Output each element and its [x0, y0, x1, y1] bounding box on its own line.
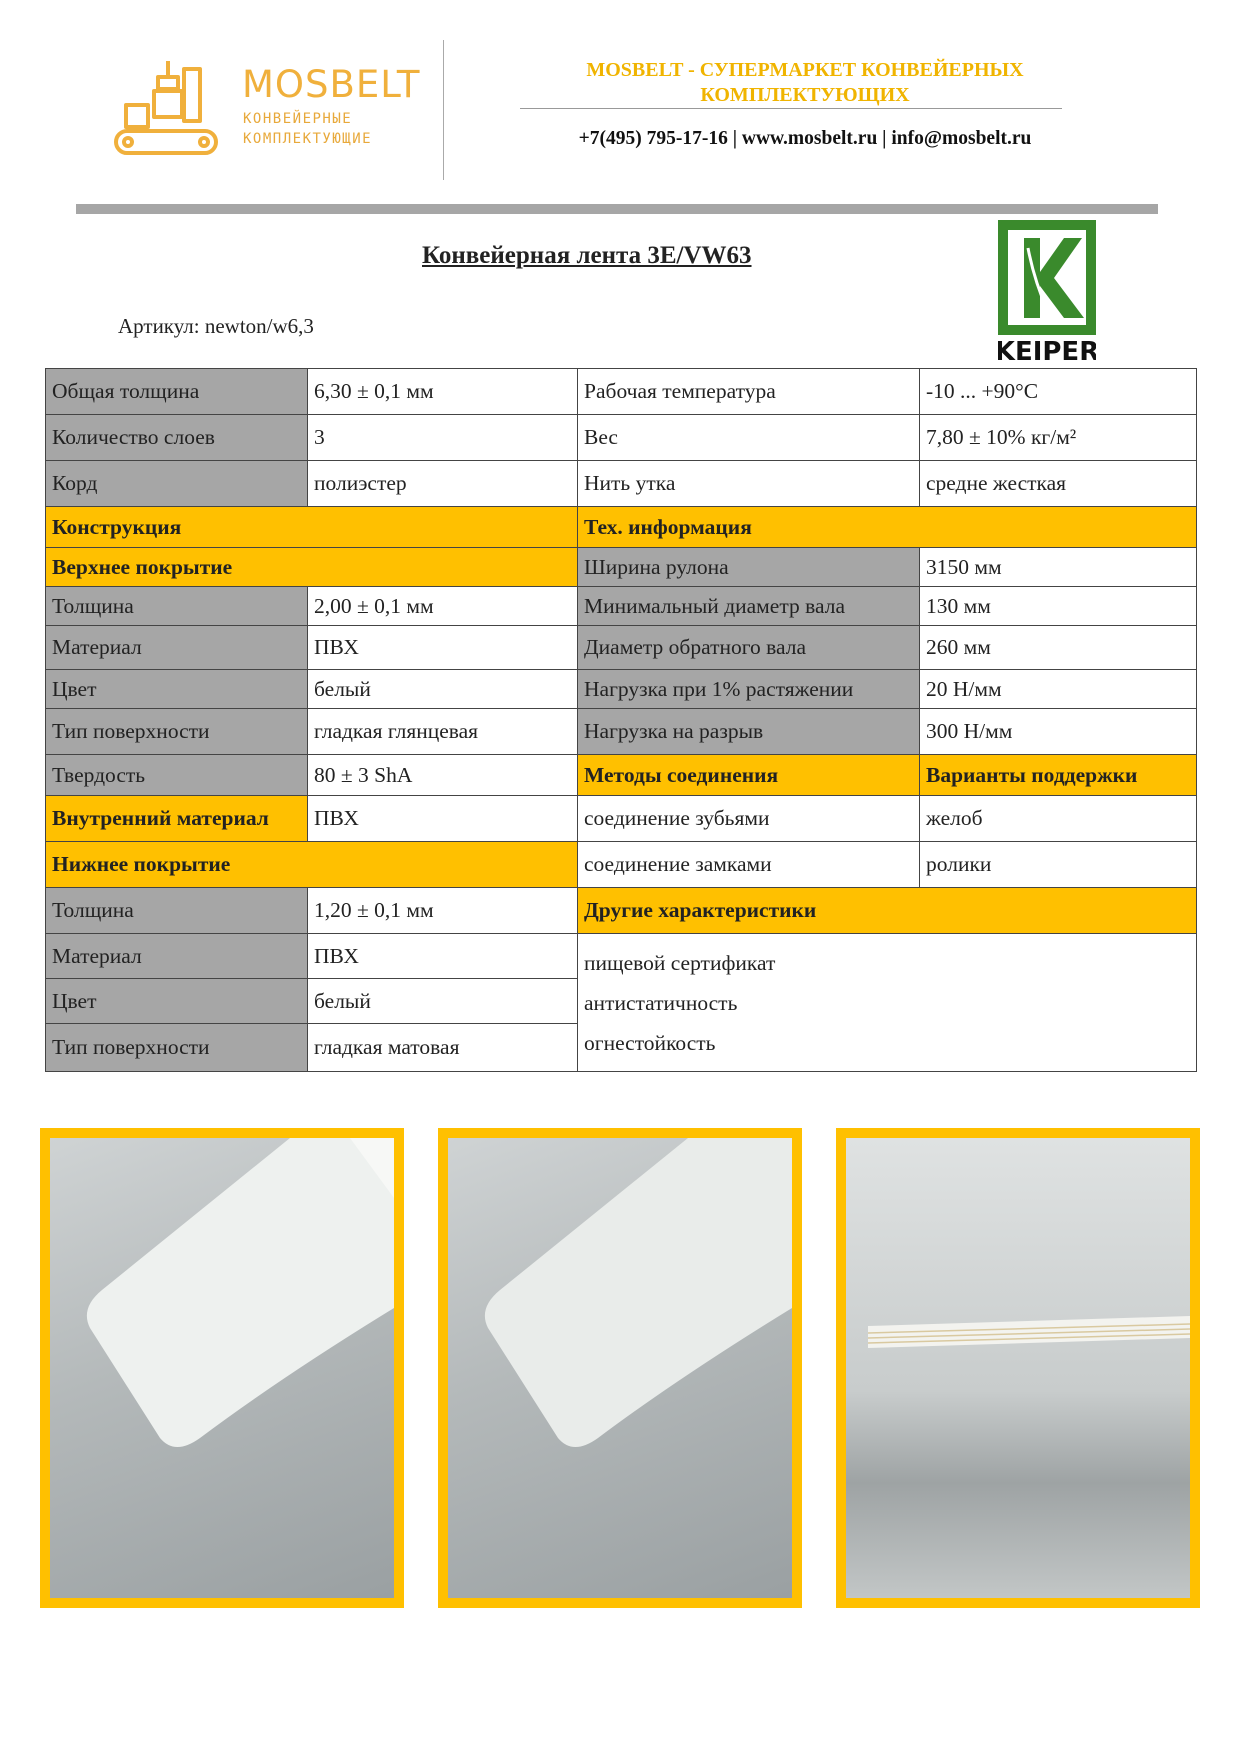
keiper-logo-text: KEIPER — [998, 337, 1096, 365]
label-layers: Количество слоев — [46, 415, 308, 461]
table-row — [46, 796, 1197, 842]
table-row — [46, 934, 1197, 979]
label-hardness: Твердость — [46, 755, 308, 796]
tech-info-header: Тех. информация — [578, 507, 1197, 548]
header-contact: +7(495) 795-17-16 | www.mosbelt.ru | info@mosbelt.ru — [578, 128, 1032, 149]
value-break-load: 300 Н/мм — [920, 709, 1197, 755]
value-bottom-thickness: 1,20 ± 0,1 мм — [308, 888, 578, 934]
label-cord: Корд — [46, 461, 308, 507]
value-hardness: 80 ± 3 ShA — [308, 755, 578, 796]
table-row — [46, 461, 1197, 507]
label-inner-material: Внутренний материал — [46, 796, 308, 842]
value-min-pulley: 130 мм — [920, 587, 1197, 626]
specification-table — [45, 368, 1197, 1072]
value-inner-material: ПВХ — [308, 796, 578, 842]
conveyor-boxes-icon — [112, 55, 222, 160]
table-row — [46, 415, 1197, 461]
label-bottom-color: Цвет — [46, 979, 308, 1024]
label-break-load: Нагрузка на разрыв — [578, 709, 920, 755]
value-top-thickness: 2,00 ± 0,1 мм — [308, 587, 578, 626]
value-load-1pct: 20 Н/мм — [920, 670, 1197, 709]
logo-subtitle-line1: КОНВЕЙЕРНЫЕ — [243, 111, 353, 127]
header-divider-bar — [76, 204, 1158, 214]
list-item: огнестойкость — [584, 1030, 716, 1055]
value-layers: 3 — [308, 415, 578, 461]
label-bottom-material: Материал — [46, 934, 308, 979]
list-item: пищевой сертификат — [584, 950, 776, 975]
value-bottom-color: белый — [308, 979, 578, 1024]
construction-header: Конструкция — [46, 507, 578, 548]
table-row — [46, 709, 1197, 755]
value-top-color: белый — [308, 670, 578, 709]
header-separator — [443, 40, 444, 180]
table-row — [46, 755, 1197, 796]
value-weight: 7,80 ± 10% кг/м² — [920, 415, 1197, 461]
logo-subtitle-line2: КОМПЛЕКТУЮЩИЕ — [243, 131, 373, 147]
header-title: MOSBELT - СУПЕРМАРКЕТ КОНВЕЙЕРНЫХ КОМПЛЕКТУЮЩИХ — [586, 59, 1024, 106]
belt-photo-bottom — [438, 1128, 802, 1608]
label-min-pulley: Минимальный диаметр вала — [578, 587, 920, 626]
value-reverse-pulley: 260 мм — [920, 626, 1197, 670]
logo-name: MOSBELT — [242, 63, 421, 106]
label-top-material: Материал — [46, 626, 308, 670]
value-top-material: ПВХ — [308, 626, 578, 670]
header-rule — [520, 108, 1062, 109]
support-rollers: ролики — [920, 842, 1197, 888]
other-characteristics-list — [578, 934, 1197, 1072]
top-cover-header: Верхнее покрытие — [46, 548, 578, 587]
value-operating-temp: -10 ... +90°C — [920, 369, 1197, 415]
label-top-thickness: Толщина — [46, 587, 308, 626]
value-cord: полиэстер — [308, 461, 578, 507]
list-item: антистатичность — [584, 990, 738, 1015]
keiper-logo — [998, 220, 1096, 365]
value-top-surface: гладкая глянцевая — [308, 709, 578, 755]
support-trough: желоб — [920, 796, 1197, 842]
table-row — [46, 888, 1197, 934]
label-bottom-surface: Тип поверхности — [46, 1024, 308, 1072]
label-roll-width: Ширина рулона — [578, 548, 920, 587]
label-weft: Нить утка — [578, 461, 920, 507]
value-bottom-material: ПВХ — [308, 934, 578, 979]
label-reverse-pulley: Диаметр обратного вала — [578, 626, 920, 670]
value-bottom-surface: гладкая матовая — [308, 1024, 578, 1072]
table-row — [46, 626, 1197, 670]
table-row — [46, 587, 1197, 626]
other-characteristics-header: Другие характеристики — [578, 888, 1197, 934]
joining-teeth: соединение зубьями — [578, 796, 920, 842]
table-row — [46, 670, 1197, 709]
table-row — [46, 842, 1197, 888]
value-roll-width: 3150 мм — [920, 548, 1197, 587]
table-row — [46, 369, 1197, 415]
label-operating-temp: Рабочая температура — [578, 369, 920, 415]
value-total-thickness: 6,30 ± 0,1 мм — [308, 369, 578, 415]
article-number: Артикул: newton/w6,3 — [118, 314, 314, 338]
joining-methods-header: Методы соединения — [578, 755, 920, 796]
table-row — [46, 548, 1197, 587]
belt-photo-section — [836, 1128, 1200, 1608]
label-total-thickness: Общая толщина — [46, 369, 308, 415]
label-weight: Вес — [578, 415, 920, 461]
mosbelt-logo — [112, 55, 421, 165]
joining-locks: соединение замками — [578, 842, 920, 888]
bottom-cover-header: Нижнее покрытие — [46, 842, 578, 888]
label-top-surface: Тип поверхности — [46, 709, 308, 755]
label-load-1pct: Нагрузка при 1% растяжении — [578, 670, 920, 709]
value-weft: средне жесткая — [920, 461, 1197, 507]
document-title: Конвейерная лента 3E/VW63 — [422, 242, 752, 269]
support-options-header: Варианты поддержки — [920, 755, 1197, 796]
table-row — [46, 507, 1197, 548]
belt-photo-top — [40, 1128, 404, 1608]
label-top-color: Цвет — [46, 670, 308, 709]
label-bottom-thickness: Толщина — [46, 888, 308, 934]
